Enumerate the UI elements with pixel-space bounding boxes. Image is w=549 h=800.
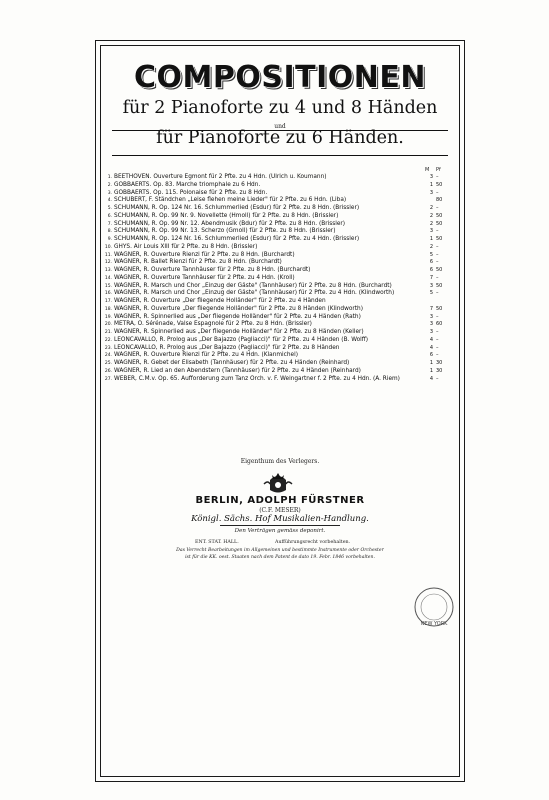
price-mark: 4 <box>429 344 433 351</box>
work-number: 10. <box>104 244 112 250</box>
work-entry <box>102 236 443 244</box>
work-entry <box>102 345 440 353</box>
work-title: WAGNER, R. Spinnerlied aus „Der fliegende Holländer" für 2 Pfte. zu 8 Händen (Keller) <box>114 329 364 335</box>
work-entry <box>102 259 440 267</box>
work-title: WAGNER, R. Ouverture Tannhäuser für 2 Pfte. zu 4 Hdn. (Kroll) <box>114 274 295 281</box>
price-pfennig: 50 <box>436 212 443 219</box>
work-number: 7. <box>107 221 112 227</box>
price-mark: 7 <box>429 305 433 312</box>
work-entry <box>102 360 443 368</box>
price-pfennig: – <box>436 375 439 382</box>
divider <box>220 525 340 526</box>
column-header-mark: M <box>425 167 430 173</box>
price-mark: 2 <box>429 243 433 250</box>
price-mark: 1 <box>429 236 433 242</box>
price-mark: 1 <box>429 181 433 188</box>
price-pfennig: 50 <box>436 220 443 227</box>
price-mark: 3 <box>429 174 433 180</box>
work-entry <box>102 220 443 229</box>
work-entry <box>102 337 440 345</box>
work-title: WAGNER, R. Marsch und Chor „Einzug der Gäste" (Tannhäuser) für 2 Pfte. zu 8 Hdn. (Burchardt) <box>114 282 392 289</box>
royal-crest-icon <box>262 470 294 496</box>
price-mark: 3 <box>429 189 433 196</box>
work-number: 22. <box>104 337 112 343</box>
cover-title: COMPOSITIONEN <box>134 60 426 95</box>
price-mark: 1 <box>429 367 433 374</box>
work-number: 19. <box>104 314 112 320</box>
price-pfennig: – <box>436 329 439 335</box>
price-pfennig: – <box>436 344 439 351</box>
work-title: WAGNER, R. Gebet der Elisabeth (Tannhäuser) für 2 Pfte. zu 4 Händen (Reinhard) <box>114 360 350 366</box>
price-mark: 3 <box>429 329 433 335</box>
work-number: 13. <box>104 268 112 273</box>
work-title: WAGNER, R. Spinnerlied aus „Der fliegende Holländer" für 2 Pfte. zu 4 Händen (Rath) <box>114 313 361 320</box>
work-number: 17. <box>104 299 112 304</box>
price-mark: 5 <box>429 251 433 258</box>
library-stamp-icon <box>412 585 456 629</box>
price-mark: 3 <box>429 321 433 328</box>
rights-note: Aufführungsrecht vorbehalten. <box>275 540 351 545</box>
work-entry <box>102 352 440 360</box>
work-entry <box>102 290 440 298</box>
ownership-note: Eigenthum des Verlegers. <box>240 458 320 465</box>
work-title: SCHUMANN, R. Op. 99 Nr. 13. Scherzo (Gmoll) für 2 Pfte. zu 8 Hdn. (Brissler) <box>114 228 336 235</box>
work-title: WAGNER, R. Lied an den Abendstern (Tannhäuser) für 2 Pfte. zu 4 Händen (Reinhard) <box>114 367 361 374</box>
price-mark: 2 <box>429 212 433 219</box>
price-mark: 3 <box>429 282 433 289</box>
work-title: WEBER, C.M.v. Op. 65. Aufforderung zum Tanz Orch. v. F. Weingartner f. 2 Pfte. zu 4 Hdn. (A. Riem) <box>114 375 400 382</box>
work-entry <box>102 376 440 384</box>
work-number: 26. <box>104 368 112 374</box>
copyright-notice-1: Das Verrecht Bearbeitungen im Allgemeinen und bestimmte Instrumente oder Orchester <box>176 548 384 553</box>
price-mark: 6 <box>429 352 433 359</box>
subtitle-line-2: für Pianoforte zu 6 Händen. <box>156 128 404 148</box>
price-mark: 3 <box>429 313 433 320</box>
price-mark: 1 <box>429 360 433 366</box>
work-title: METRA, O. Sérénade, Valse Espagnole für 2 Pfte. zu 8 Hdn. (Brissler) <box>114 321 312 328</box>
work-number: 11. <box>104 252 112 258</box>
work-number: 2. <box>107 182 112 188</box>
work-title: GOBBAERTS. Op. 115. Polonaise für 2 Pfte. zu 8 Hdn. <box>114 189 268 196</box>
price-pfennig: 50 <box>436 282 443 289</box>
price-pfennig: 50 <box>436 305 443 312</box>
work-number: 24. <box>104 353 112 359</box>
price-pfennig: – <box>436 336 439 343</box>
work-title: WAGNER, R. Marsch und Chor „Einzug der Gäste" (Tannhäuser) für 2 Pfte. zu 4 Hdn. (Klindworth) <box>114 290 395 297</box>
price-mark: 4 <box>429 375 433 382</box>
work-title: BEETHOVEN. Ouverture Egmont für 2 Pfte. zu 4 Hdn. (Ulrich u. Koumann) <box>114 174 327 180</box>
price-pfennig: 30 <box>436 367 443 374</box>
price-mark: 4 <box>429 336 433 343</box>
price-pfennig: 30 <box>436 360 443 366</box>
work-number: 27. <box>104 376 112 382</box>
work-number: 16. <box>104 291 112 297</box>
work-title: WAGNER, R. Ouverture Rienzi für 2 Pfte. zu 4 Hdn. (Klanmichel) <box>114 352 298 359</box>
work-number: 6. <box>107 213 112 219</box>
publisher-warrant: Königl. Sächs. Hof Musikalien-Handlung. <box>191 514 369 524</box>
price-pfennig: – <box>436 313 439 320</box>
work-title: LEONCAVALLO, R. Prolog aus „Der Bajazzo (Pagliacci)" für 2 Pfte. zu 8 Händen <box>114 344 340 351</box>
price-pfennig: – <box>436 228 439 235</box>
work-title: WAGNER, R. Ouverture Tannhäuser für 2 Pfte. zu 8 Hdn. (Burchardt) <box>114 267 311 273</box>
price-mark: 5 <box>429 290 433 297</box>
registration-note: ENT. STAT. HALL. <box>195 540 239 545</box>
work-entry <box>102 282 443 291</box>
work-entry <box>102 197 443 205</box>
price-pfennig: – <box>436 251 439 258</box>
price-mark: 3 <box>429 228 433 235</box>
deposit-note: Den Verträgen gemäss deponirt. <box>234 528 326 534</box>
work-number: 15. <box>104 283 112 289</box>
work-entry <box>102 298 440 306</box>
work-entry <box>102 367 443 376</box>
price-pfennig: 50 <box>436 236 443 242</box>
price-pfennig: – <box>436 189 439 196</box>
work-title: GHYS. Air Louis XIII für 2 Pfte. zu 8 Hdn. (Brissler) <box>114 243 258 250</box>
publisher-subtitle: (C.F. MESER) <box>259 507 301 514</box>
work-entry <box>102 181 443 190</box>
work-entry <box>102 267 443 275</box>
price-pfennig: 60 <box>436 321 443 328</box>
subtitle-line-1: für 2 Pianoforte zu 4 und 8 Händen <box>122 98 438 118</box>
work-title: SCHUMANN, R. Op. 99 Nr. 9. Novellette (Hmoll) für 2 Pfte. zu 8 Hdn. (Brissler) <box>114 212 339 219</box>
work-title: LEONCAVALLO, R. Prolog aus „Der Bajazzo (Pagliacci)" für 2 Pfte. zu 4 Händen (B. Wolff) <box>114 336 369 343</box>
work-title: WAGNER, R. Ballet Rienzi für 2 Pfte. zu 8 Hdn. (Burchardt) <box>114 259 282 266</box>
price-pfennig: 50 <box>436 267 443 273</box>
price-mark: 6 <box>429 267 433 273</box>
price-pfennig: 80 <box>436 197 443 204</box>
work-number: 5. <box>107 206 112 211</box>
work-entry <box>102 305 443 314</box>
work-entry <box>102 275 440 283</box>
work-number: 9. <box>107 237 112 242</box>
work-title: WAGNER, R. Ouverture „Der fliegende Holländer" für 2 Pfte. zu 8 Händen (Klindworth) <box>114 305 363 312</box>
work-entry <box>102 329 440 337</box>
price-mark: 2 <box>429 205 433 211</box>
work-title: SCHUBERT, F. Ständchen „Leise flehen meine Lieder" für 2 Pfte. zu 6 Hdn. (Liba) <box>114 197 347 204</box>
price-pfennig: – <box>436 174 439 180</box>
work-entry <box>102 244 440 252</box>
work-title: SCHUMANN, R. Op. 99 Nr. 12. Abendmusik (Bdur) für 2 Pfte. zu 8 Hdn. (Brissler) <box>114 220 346 227</box>
price-pfennig: – <box>436 259 439 266</box>
stamp-text: NEW YORK <box>420 621 448 627</box>
subtitle-und: und <box>274 123 286 130</box>
work-entry <box>102 252 440 260</box>
work-entry <box>102 190 440 198</box>
work-title: SCHUMANN, R. Op. 124 Nr. 16. Schlummerlied (Esdur) für 2 Pfte. zu 8 Hdn. (Brissler) <box>114 205 360 211</box>
work-entry <box>102 205 440 213</box>
work-number: 4. <box>107 198 112 204</box>
work-entry <box>102 174 440 182</box>
work-number: 3. <box>107 190 112 196</box>
work-number: 8. <box>107 229 112 235</box>
work-title: SCHUMANN, R. Op. 124 Nr. 16. Schlummerlied (Esdur) für 2 Pfte. zu 4 Hdn. (Brissler) <box>114 236 360 242</box>
work-title: WAGNER, R. Ouverture Rienzi für 2 Pfte. zu 8 Hdn. (Burchardt) <box>114 251 295 258</box>
work-number: 18. <box>104 306 112 312</box>
work-number: 14. <box>104 275 112 281</box>
work-title: WAGNER, R. Ouverture „Der fliegende Holländer" für 2 Pfte. zu 4 Händen <box>114 298 326 304</box>
copyright-notice-2: ist für die KK. oest. Staaten nach dem Patent de dato 19. Febr. 1846 vorbehalten. <box>185 555 375 560</box>
work-entry <box>102 228 440 236</box>
work-entry <box>102 212 443 221</box>
column-header-pfennig: Pf <box>436 167 441 173</box>
price-pfennig: 50 <box>436 181 443 188</box>
work-title: GOBBAERTS. Op. 83. Marche triomphale zu 6 Hdn. <box>114 181 261 188</box>
works-list <box>102 174 443 383</box>
price-pfennig: – <box>436 205 439 211</box>
price-pfennig: – <box>436 290 439 297</box>
work-number: 20. <box>104 322 112 328</box>
work-number: 12. <box>104 260 112 266</box>
publisher-name: BERLIN, ADOLPH FÜRSTNER <box>195 495 365 506</box>
work-number: 25. <box>104 361 112 366</box>
price-pfennig: – <box>436 352 439 359</box>
price-pfennig: – <box>436 274 439 281</box>
work-entry <box>102 321 443 329</box>
price-mark: 6 <box>429 259 433 266</box>
price-pfennig: – <box>436 243 439 250</box>
work-number: 21. <box>104 330 112 335</box>
price-mark: 2 <box>429 220 433 227</box>
work-number: 23. <box>104 345 112 351</box>
work-number: 1. <box>107 175 112 180</box>
price-mark: 7 <box>429 274 433 281</box>
